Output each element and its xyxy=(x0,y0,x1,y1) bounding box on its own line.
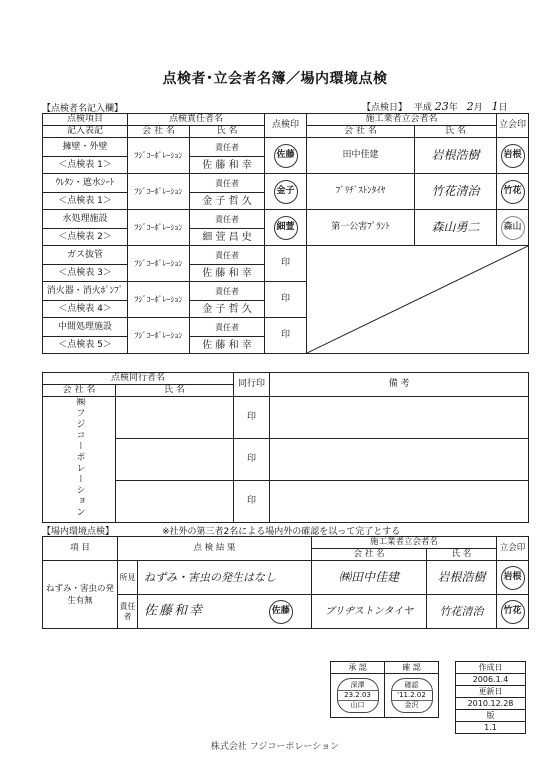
item-cell: 中間処理施設 xyxy=(43,318,128,337)
header-witness-stamp: 立会印 xyxy=(497,114,529,138)
env-header-witness-stamp: 立会印 xyxy=(497,537,529,561)
name-cell: 細 萱 昌 史 xyxy=(190,229,265,246)
personal-seal-icon: 竹花 xyxy=(501,180,525,204)
env-header-result: 点 検 結 果 xyxy=(118,537,312,561)
w-company-cell: 田中佳建 xyxy=(307,138,415,174)
env-header-item: 項 目 xyxy=(43,537,118,561)
header-record: 記入表記 xyxy=(43,126,128,138)
item-cell: 擁壁・外壁 xyxy=(43,138,128,157)
version-value: 1.1 xyxy=(456,722,526,734)
responsible-label: 責任者 xyxy=(118,595,138,629)
approval-box xyxy=(330,661,439,718)
header-w-person: 氏 名 xyxy=(415,126,497,138)
stamp-cell: 印 xyxy=(265,282,307,318)
revision-box xyxy=(455,661,526,734)
sheet-cell: ＜点検表 1＞ xyxy=(43,193,128,210)
w-stamp-cell xyxy=(497,138,529,174)
role-cell: 責任者 xyxy=(190,174,265,193)
date-day-unit: 日 xyxy=(498,103,508,113)
page-title: 点検者･立会者名簿／場内環境点検 xyxy=(162,71,388,87)
company-cell: ﾌｼﾞｺｰﾎﾟﾚｰｼｮﾝ xyxy=(128,210,190,246)
accompany-table xyxy=(42,372,529,523)
accompany-company-header: 会 社 名 xyxy=(43,385,116,397)
company-cell: ﾌｼﾞｺｰﾎﾟﾚｰｼｮﾝ xyxy=(128,138,190,174)
item-cell: 消火器・消火ﾎﾟﾝﾌﾟ xyxy=(43,282,128,301)
remarks-header: 備 考 xyxy=(270,373,529,397)
personal-seal-icon: 竹花 xyxy=(501,600,525,624)
date-year: 23 xyxy=(434,100,449,113)
sheet-cell: ＜点検表 1＞ xyxy=(43,157,128,174)
created-value: 2006.1.4 xyxy=(456,674,526,686)
w2-stamp-cell xyxy=(497,595,529,629)
sheet-cell: ＜点検表 3＞ xyxy=(43,265,128,282)
check-label: 確 認 xyxy=(385,662,439,674)
updated-label: 更新日 xyxy=(456,686,526,698)
w-stamp-cell xyxy=(497,210,529,246)
w2-name-cell: 竹花清治 xyxy=(427,595,497,629)
env-item-cell: ねずみ・害虫の発生有無 xyxy=(43,561,118,629)
accompany-stamp-cell: 印 xyxy=(234,397,270,439)
role-cell: 責任者 xyxy=(190,246,265,265)
date-month: 2 xyxy=(466,100,474,113)
stamp-cell: 印 xyxy=(265,318,307,354)
accompany-person-cell xyxy=(116,397,234,439)
accompany-person-cell xyxy=(116,481,234,523)
stamp-cell xyxy=(265,174,307,210)
role-cell: 責任者 xyxy=(190,210,265,229)
sheet-cell: ＜点検表 5＞ xyxy=(43,337,128,354)
w1-name-cell: 岩根浩樹 xyxy=(427,561,497,595)
role-cell: 責任者 xyxy=(190,138,265,157)
name-cell: 佐 藤 和 幸 xyxy=(190,337,265,354)
findings-label: 所見 xyxy=(118,561,138,595)
seal-bottom: 山口 xyxy=(350,701,365,709)
company-cell: ﾌｼﾞｺｰﾎﾟﾚｰｼｮﾝ xyxy=(128,318,190,354)
inspection-date xyxy=(362,100,508,113)
w-company-cell: 第一公害ﾌﾟﾗﾝﾄ xyxy=(307,210,415,246)
name-cell: 金 子 哲 久 xyxy=(190,193,265,210)
header-responsible: 点検責任者名 xyxy=(128,114,265,126)
date-seal-icon xyxy=(337,678,379,713)
remarks-cell xyxy=(270,481,529,523)
environment-table xyxy=(42,536,529,629)
name-cell: 佐 藤 和 幸 xyxy=(190,265,265,282)
role-cell: 責任者 xyxy=(190,318,265,337)
role-cell: 責任者 xyxy=(190,282,265,301)
accompany-stamp-header: 同行印 xyxy=(234,373,270,397)
responsible-cell xyxy=(138,595,312,629)
updated-value: 2010.12.28 xyxy=(456,698,526,710)
section-label-environment: 【場内環境点検】 xyxy=(42,527,115,537)
company-cell: ﾌｼﾞｺｰﾎﾟﾚｰｼｮﾝ xyxy=(128,174,190,210)
stamp-cell xyxy=(265,138,307,174)
accompany-person-header: 氏 名 xyxy=(116,385,234,397)
strike-line xyxy=(307,246,528,353)
approve-stamp-cell xyxy=(331,674,385,718)
personal-seal-icon: 森山 xyxy=(501,216,525,240)
header-stamp: 点検印 xyxy=(265,114,307,138)
accompany-group-header: 点検同行者名 xyxy=(43,373,234,385)
item-cell: ｳﾚﾀﾝ・遮水ｼｰﾄ xyxy=(43,174,128,193)
item-cell: 水処理施設 xyxy=(43,210,128,229)
header-w-company: 会 社 名 xyxy=(307,126,415,138)
unused-witness-area xyxy=(307,246,529,354)
date-seal-icon xyxy=(391,678,433,713)
header-person: 氏 名 xyxy=(190,126,265,138)
sheet-cell: ＜点検表 2＞ xyxy=(43,229,128,246)
w-name-cell: 竹花清治 xyxy=(415,174,497,210)
sheet-cell: ＜点検表 4＞ xyxy=(43,301,128,318)
company-cell: ﾌｼﾞｺｰﾎﾟﾚｰｼｮﾝ xyxy=(128,246,190,282)
header-witness-group: 施工業者立会者名 xyxy=(307,114,497,126)
date-month-unit: 月 xyxy=(473,103,483,113)
section-label-inspectors: 【点検者名記入欄】 xyxy=(42,104,124,114)
w-stamp-cell xyxy=(497,174,529,210)
w1-company-cell: ㈱田中佳建 xyxy=(312,561,427,595)
stamp-cell xyxy=(265,210,307,246)
date-label: 【点検日】 xyxy=(362,103,408,113)
personal-seal-icon: 佐藤 xyxy=(269,600,293,624)
remarks-cell xyxy=(270,397,529,439)
date-era: 平成 xyxy=(413,103,432,113)
w1-stamp-cell xyxy=(497,561,529,595)
w-company-cell: ﾌﾞﾘﾁﾞｽﾄﾝﾀｲﾔ xyxy=(307,174,415,210)
created-label: 作成日 xyxy=(456,662,526,674)
remarks-cell xyxy=(270,439,529,481)
date-day: 1 xyxy=(491,100,499,113)
w-name-cell: 森山勇二 xyxy=(415,210,497,246)
personal-seal-icon: 佐藤 xyxy=(274,144,298,168)
header-company: 会 社 名 xyxy=(128,126,190,138)
accompany-stamp-cell: 印 xyxy=(234,481,270,523)
env-header-w-company: 会 社 名 xyxy=(312,549,427,561)
footer-company: 株式会社 フジコーポレーション xyxy=(210,742,340,752)
personal-seal-icon: 金子 xyxy=(274,180,298,204)
version-label: 版 xyxy=(456,710,526,722)
accompany-company-cell xyxy=(43,397,116,523)
check-stamp-cell xyxy=(385,674,439,718)
seal-top: 確認 xyxy=(404,681,419,689)
date-year-unit: 年 xyxy=(448,103,458,113)
header-item: 点検項目 xyxy=(43,114,128,126)
item-cell: ガス抜管 xyxy=(43,246,128,265)
seal-date: '11.2.02 xyxy=(392,690,432,701)
name-cell: 金 子 哲 久 xyxy=(190,301,265,318)
company-vertical-text: ㈱フジコーポレーション xyxy=(74,397,85,518)
personal-seal-icon: 岩根 xyxy=(501,566,525,590)
name-cell: 佐 藤 和 幸 xyxy=(190,157,265,174)
w-name-cell: 岩根浩樹 xyxy=(415,138,497,174)
seal-top: 深澤 xyxy=(350,681,365,689)
company-cell: ﾌｼﾞｺｰﾎﾟﾚｰｼｮﾝ xyxy=(128,282,190,318)
env-header-w-person: 氏 名 xyxy=(427,549,497,561)
approve-label: 承 認 xyxy=(331,662,385,674)
responsible-name: 佐藤和幸 xyxy=(144,603,205,618)
accompany-person-cell xyxy=(116,439,234,481)
seal-bottom: 金沢 xyxy=(404,701,419,709)
w2-company-cell: ブリヂストンタイヤ xyxy=(312,595,427,629)
personal-seal-icon: 岩根 xyxy=(501,144,525,168)
findings-text: ねずみ・害虫の発生はなし xyxy=(138,561,312,595)
env-header-witness-group: 施工業者立会者名 xyxy=(312,537,497,549)
accompany-stamp-cell: 印 xyxy=(234,439,270,481)
environment-note: ※社外の第三者2名による場内外の確認を以って完了とする xyxy=(162,527,401,537)
seal-date: 23.2.03 xyxy=(338,690,378,701)
inspector-table xyxy=(42,113,529,354)
personal-seal-icon: 細萱 xyxy=(274,216,298,240)
stamp-cell: 印 xyxy=(265,246,307,282)
